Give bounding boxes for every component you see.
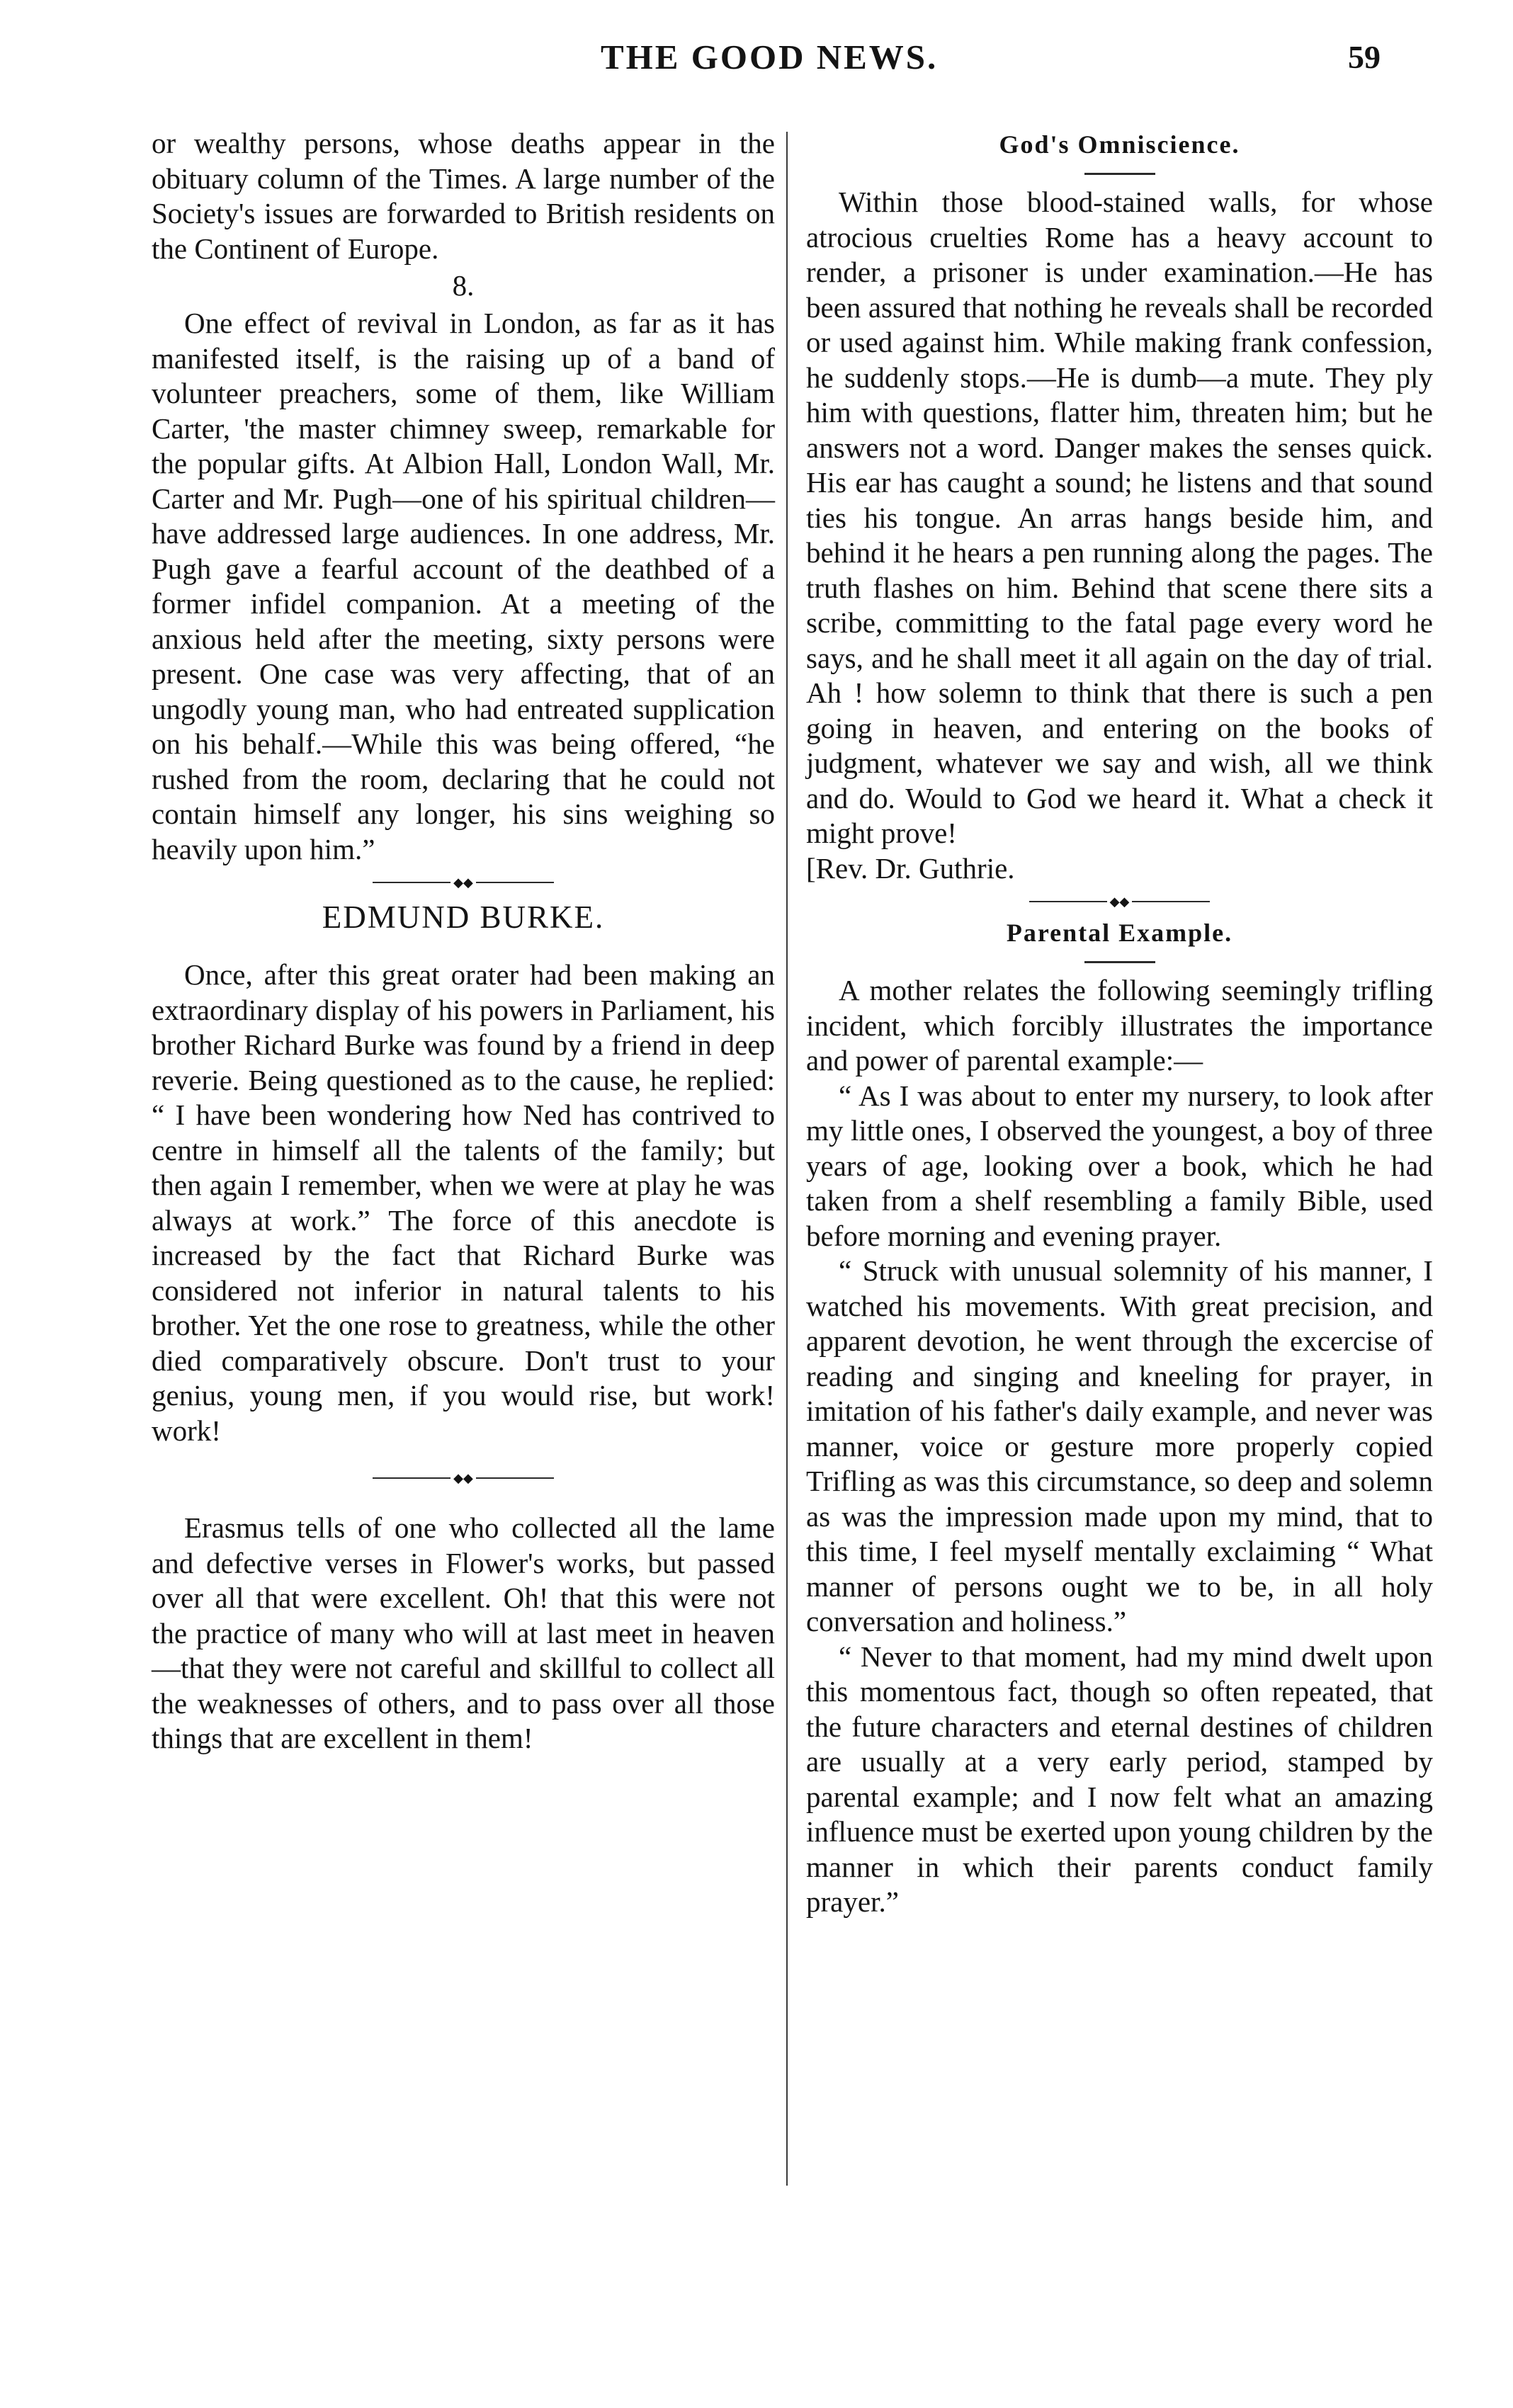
parental-paragraph-2: “ Struck with unusual solemnity of his manner, I watched his movements. With great precision, and apparent devotion, he went through the excercise of reading and singing and kneeling for prayer, in imitation of his father's daily example, and never was manner, voice or gesture more properly copied Trifling as was this circumstance, so deep and solemn as was the impression made upon my mind, that to this time, I feel myself mentally exclaiming “ What manner of persons ought we to be, in all holy conversation and holiness.” bbox=[806, 1254, 1433, 1637]
revival-paragraph: One effect of revival in London, as far as it has manifested itself, is the raising up of a band of volunteer preachers, some of them, like William Carter, 'the master chimney sweep, remarkable for the popular gifts. At Albion Hall, London Wall, Mr. Carter and Mr. Pugh—one of his spiritual children—have addressed large audiences. In one address, Mr. Pugh gave a fearful account of the deathbed of a former infidel companion. At a meeting of the anxious held after the meeting, sixty persons were present. One case was very affecting, that of an ungodly young man, who had entreated supplication on his behalf.—While this was being offered, “he rushed from the room, declaring that he could not contain himself any longer, his sins weighing so heavily upon him.” bbox=[152, 307, 775, 865]
right-column bbox=[806, 129, 1433, 1920]
section-number: 8. bbox=[452, 269, 475, 302]
omniscience-heading: God's Omniscience. bbox=[999, 130, 1240, 159]
parental-intro: A mother relates the following seemingly trifling incident, which forcibly illustrates the importance and power of parental example:— bbox=[806, 974, 1433, 1077]
ornamental-separator: ◆◆ bbox=[806, 893, 1433, 910]
omniscience-citation: [Rev. Dr. Guthrie. bbox=[806, 851, 1015, 885]
newspaper-title: THE GOOD NEWS. bbox=[601, 38, 939, 76]
parental-heading: Parental Example. bbox=[1006, 919, 1233, 947]
erasmus-paragraph: Erasmus tells of one who collected all the lame and defective verses in Flower's works, but passed over all that were excellent. Oh! that this were not the practice of many who will at last meet in heaven—that they were not careful and skillful to collect all the weaknesses of others, and to pass over all those things that are excellent in them! bbox=[152, 1511, 775, 1754]
parental-paragraph-3: “ Never to that moment, had my mind dwelt upon this momentous fact, though so often repeated, that the future characters and eternal destines of children are usually at a very early period, stamped by parental example; and I now felt what an amazing influence must be exerted upon young children by the manner in which their parents conduct family prayer.” bbox=[806, 1640, 1433, 1918]
omniscience-paragraph: Within those blood-stained walls, for whose atrocious cruelties Rome has a heavy account to render, a prisoner is under examination.—He has been assured that nothing he reveals shall be recorded or used against him. While making frank confession, he suddenly stops.—He is dumb—a mute. They ply him with questions, flatter him, threaten him; but he answers not a word. Danger makes the senses quick. His ear has caught a sound; he listens and that sound ties his tongue. An arras hangs beside him, and behind it he hears a pen running along the pages. The truth flashes on him. Behind that scene there sits a scribe, committing to the fatal page every word he says, and he shall meet it all again on the day of trial. Ah ! how solemn to think that there is such a pen going in heaven, and entering on the books of judgment, whatever we say and wish, all we think and do. Would to God we heard it. What a check it might prove! bbox=[806, 186, 1433, 849]
burke-heading: EDMUND BURKE. bbox=[322, 899, 605, 935]
column-divider bbox=[786, 132, 788, 2186]
parental-paragraph-1: “ As I was about to enter my nursery, to look after my little ones, I observed the youngest, a boy of three years of age, looking over a book, which he had taken from a shelf resembling a family Bible, used before morning and evening prayer. bbox=[806, 1079, 1433, 1252]
ornamental-separator: ◆◆ bbox=[152, 874, 775, 891]
heading-rule bbox=[1084, 173, 1155, 175]
heading-rule bbox=[1084, 961, 1155, 963]
continued-paragraph: or wealthy persons, whose deaths appear in the obituary column of the Times. A large number of the Society's issues are forwarded to British residents on the Continent of Europe. bbox=[152, 127, 775, 265]
left-column bbox=[152, 126, 775, 1756]
page-number: 59 bbox=[1348, 39, 1381, 75]
page-header bbox=[0, 37, 1513, 93]
burke-paragraph: Once, after this great orater had been making an extraordinary display of his powers in Parliament, his brother Richard Burke was found by a friend in deep reverie. Being questioned as to the cause, he replied: “ I have been wondering how Ned has contrived to centre in himself all the talents of the family; but then again I remember, when we were at play he was always at work.” The force of this anecdote is increased by the fact that Richard Burke was considered not inferior in natural talents to his brother. Yet the one rose to greatness, while the other died comparatively obscure. Don't trust to your genius, young men, if you would rise, but work! work! bbox=[152, 958, 775, 1447]
ornamental-separator: ◆◆ bbox=[152, 1470, 775, 1487]
